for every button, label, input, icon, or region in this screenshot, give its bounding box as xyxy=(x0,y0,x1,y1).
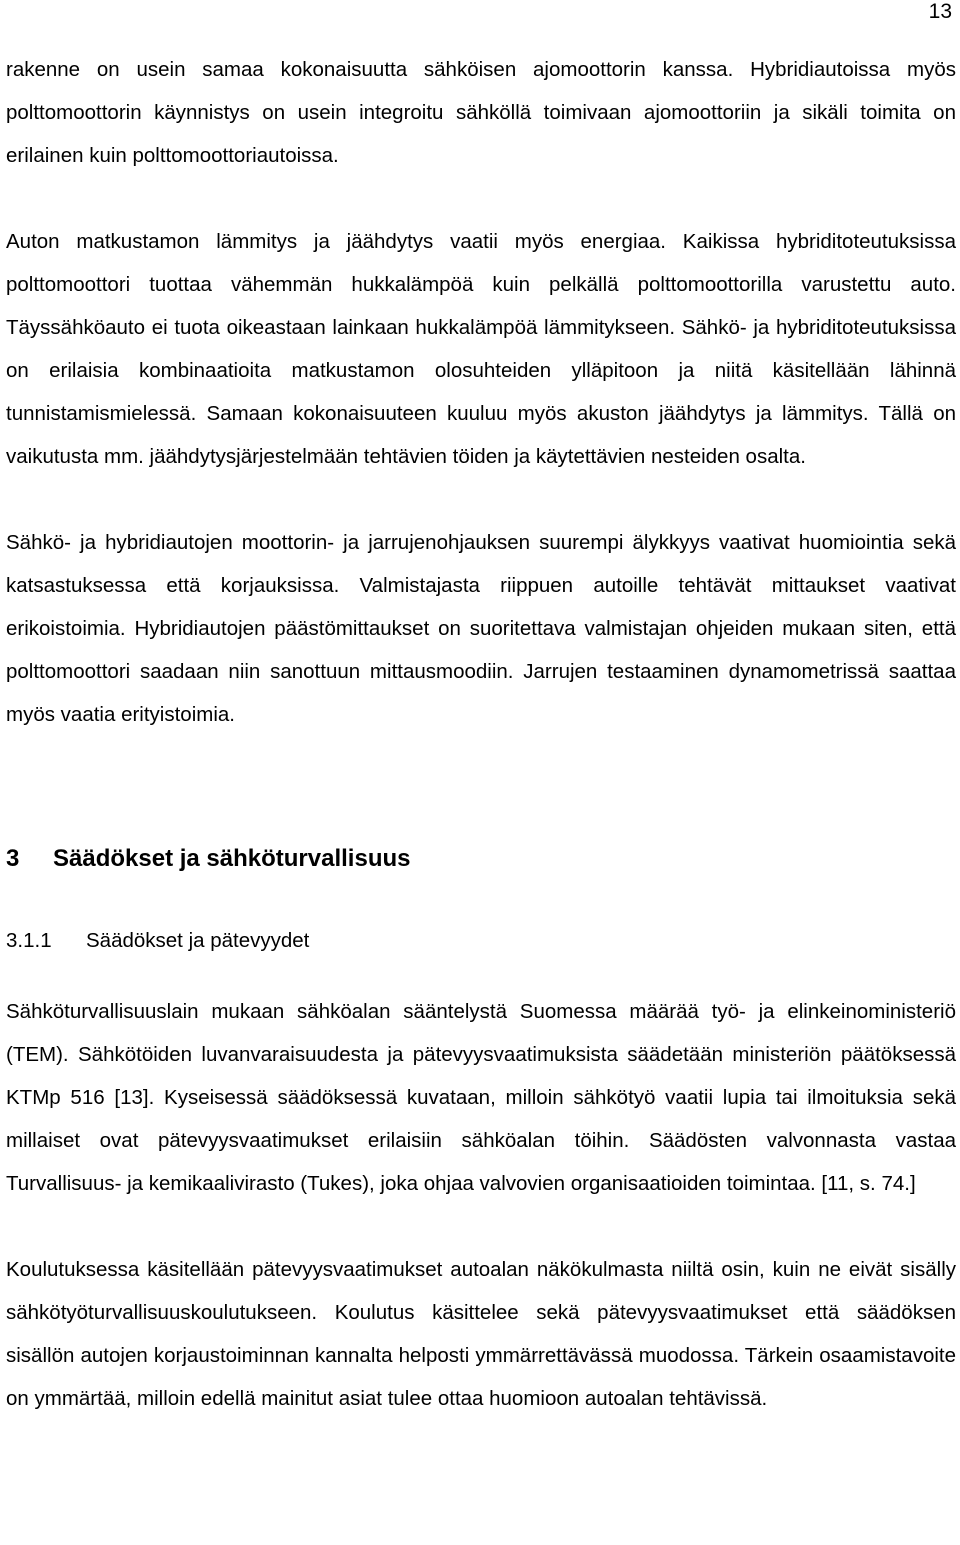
page-number: 13 xyxy=(928,0,952,23)
paragraph: rakenne on usein samaa kokonaisuutta sähköisen ajomoottorin kanssa. Hybridiautoissa myös polttomoottorin käynnistys on usein integroitu sähköllä toimivaan ajomoottoriin ja sikäli toimita on erilainen kuin polttomoottoriautoissa. xyxy=(6,58,956,167)
heading-spacer xyxy=(6,874,956,926)
paragraph-spacer xyxy=(6,177,956,220)
subsection-title: Säädökset ja pätevyydet xyxy=(86,929,310,952)
subsection-number: 3.1.1 xyxy=(6,929,52,952)
heading-spacer xyxy=(6,956,956,990)
section-number: 3 xyxy=(6,845,20,872)
paragraph: Auton matkustamon lämmitys ja jäähdytys vaatii myös energiaa. Kaikissa hybriditoteutuksissa polttomoottori tuottaa vähemmän hukkalämpöä kuin pelkällä polttomoottorilla varustettu auto. Täyssähköauto ei tuota oikeastaan lainkaan hukkalämpöä lämmitykseen. Sähkö- ja hybriditoteutuksissa on erilaisia kombinaatioita matkustamon olosuhteiden ylläpitoon ja niitä käsitellään lähinnä tunnistamismielessä. Samaan kokonaisuuteen kuuluu myös akuston jäähdytys ja lämmitys. Tällä on vaikutusta mm. jäähdytysjärjestelmään tehtävien töiden ja käytettävien nesteiden osalta. xyxy=(6,230,956,468)
paragraph-spacer xyxy=(6,478,956,521)
section-heading xyxy=(6,844,956,874)
paragraph: Sähkö- ja hybridiautojen moottorin- ja jarrujenohjauksen suurempi älykkyys vaativat huomiointia sekä katsastuksessa että korjauksissa. Valmistajasta riippuen autoille tehtävät mittaukset vaativat erikoistoimia. Hybridiautojen päästömittaukset on suoritettava valmistajan ohjeiden mukaan siten, että polttomoottori saadaan niin sanottuun mittausmoodiin. Jarrujen testaaminen dynamometrissä saattaa myös vaatia erityistoimia. xyxy=(6,531,956,726)
subsection-heading xyxy=(6,926,956,956)
paragraph-spacer xyxy=(6,1205,956,1248)
paragraph: Koulutuksessa käsitellään pätevyysvaatimukset autoalan näkökulmasta niiltä osin, kuin ne eivät sisälly sähkötyöturvallisuuskoulutukseen. Koulutus käsittelee sekä pätevyysvaatimukset että säädöksen sisällön autojen korjaustoiminnan kannalta helposti ymmärrettävässä muodossa. Tärkein osaamistavoite on ymmärtää, milloin edellä mainitut asiat tulee ottaa huomioon autoalan tehtävissä. xyxy=(6,1258,956,1410)
document-body xyxy=(6,48,956,1420)
paragraph: Sähköturvallisuuslain mukaan sähköalan sääntelystä Suomessa määrää työ- ja elinkeinoministeriö (TEM). Sähkötöiden luvanvaraisuudesta ja pätevyysvaatimuksista säädetään ministeriön päätöksessä KTMp 516 [13]. Kyseisessä säädöksessä kuvataan, milloin sähkötyö vaatii lupia tai ilmoituksia sekä millaiset ovat pätevyysvaatimukset erilaisiin sähköalan töihin. Säädösten valvonnasta vastaa Turvallisuus- ja kemikaalivirasto (Tukes), joka ohjaa valvovien organisaatioiden toimintaa. [11, s. 74.] xyxy=(6,1000,956,1195)
section-spacer xyxy=(6,736,956,844)
section-title: Säädökset ja sähköturvallisuus xyxy=(53,845,411,872)
